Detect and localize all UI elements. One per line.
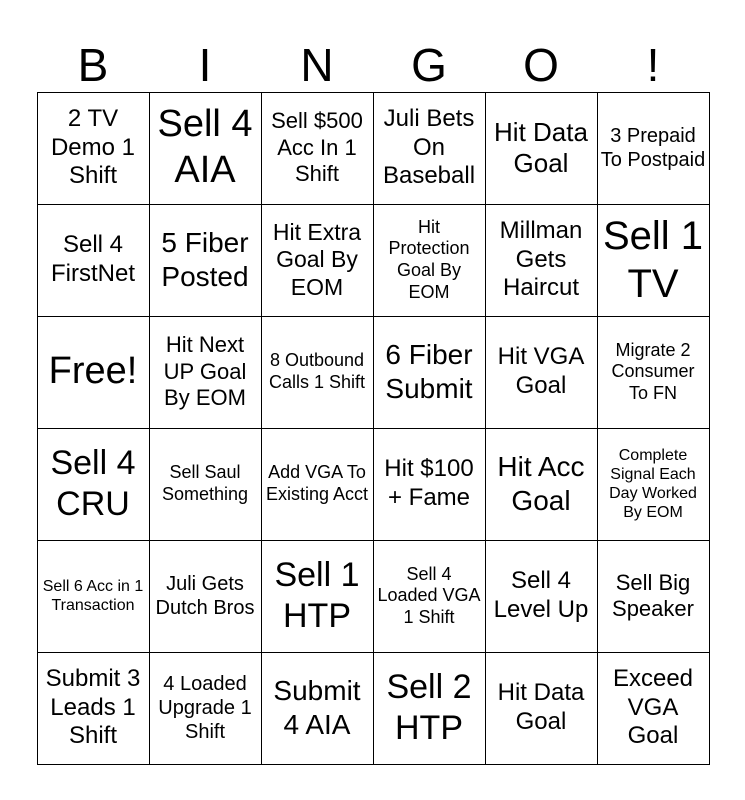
bingo-cell-text: Sell 4 CRU xyxy=(50,444,136,523)
bingo-cell-r3-c1[interactable] xyxy=(37,316,150,429)
bingo-cell-text: Add VGA To Existing Acct xyxy=(265,462,369,504)
bingo-cell-r3-c5[interactable] xyxy=(485,316,598,429)
bingo-cell-r4-c6[interactable] xyxy=(597,428,710,541)
bingo-cell-r1-c6[interactable] xyxy=(597,92,710,205)
bingo-cell-text: Free! xyxy=(48,350,138,393)
bingo-cell-r6-c2[interactable] xyxy=(149,652,262,765)
bingo-cell-r4-c1[interactable] xyxy=(37,428,150,541)
bingo-cell-r6-c5[interactable] xyxy=(485,652,598,765)
bingo-cell-r5-c2[interactable] xyxy=(149,540,262,653)
bingo-cell-r2-c1[interactable] xyxy=(37,204,150,317)
bingo-cell-r3-c3[interactable] xyxy=(261,316,374,429)
bingo-cell-r4-c5[interactable] xyxy=(485,428,598,541)
header-letter-n: N xyxy=(300,39,334,91)
header-letter-o: O xyxy=(523,39,559,91)
bingo-cell-r3-c2[interactable] xyxy=(149,316,262,429)
bingo-cell-r4-c4[interactable] xyxy=(373,428,486,541)
bingo-cell-r6-c1[interactable] xyxy=(37,652,150,765)
bingo-cell-text: Sell Saul Something xyxy=(161,462,249,504)
bingo-cell-text: Hit Data Goal xyxy=(494,116,588,178)
bingo-cell-r5-c4[interactable] xyxy=(373,540,486,653)
header-letter-i: I xyxy=(198,39,212,91)
bingo-cell-text: Hit Next UP Goal By EOM xyxy=(163,332,247,411)
bingo-cell-r6-c4[interactable] xyxy=(373,652,486,765)
bingo-cell-r5-c3[interactable] xyxy=(261,540,374,653)
bingo-cell-r2-c5[interactable] xyxy=(485,204,598,317)
bingo-grid xyxy=(37,92,709,764)
bingo-cell-text: Millman Gets Haircut xyxy=(499,216,583,302)
bingo-cell-text: Migrate 2 Consumer To FN xyxy=(611,339,695,403)
bingo-cell-text: Sell 4 AIA xyxy=(157,103,253,191)
bingo-cell-r5-c1[interactable] xyxy=(37,540,150,653)
bingo-cell-text: 5 Fiber Posted xyxy=(161,227,249,292)
bingo-cell-r6-c6[interactable] xyxy=(597,652,710,765)
bingo-cell-r1-c3[interactable] xyxy=(261,92,374,205)
header-letter-b: B xyxy=(77,39,109,91)
bingo-cell-r6-c3[interactable] xyxy=(261,652,374,765)
bingo-cell-r1-c1[interactable] xyxy=(37,92,150,205)
bingo-cell-r1-c5[interactable] xyxy=(485,92,598,205)
bingo-cell-text: Sell 6 Acc in 1 Transaction xyxy=(42,577,144,614)
bingo-cell-text: 4 Loaded Upgrade 1 Shift xyxy=(158,673,252,743)
bingo-cell-text: 2 TV Demo 1 Shift xyxy=(50,104,136,190)
bingo-cell-r1-c2[interactable] xyxy=(149,92,262,205)
bingo-cell-r4-c2[interactable] xyxy=(149,428,262,541)
bingo-cell-text: Submit 3 Leads 1 Shift xyxy=(45,664,141,750)
bingo-cell-r5-c5[interactable] xyxy=(485,540,598,653)
bingo-cell-text: Hit Acc Goal xyxy=(497,451,585,516)
bingo-cell-text: Hit Protection Goal By EOM xyxy=(388,216,470,302)
bingo-cell-text: Hit Data Goal xyxy=(497,679,585,735)
bingo-cell-text: Exceed VGA Goal xyxy=(612,664,694,750)
bingo-cell-text: Complete Signal Each Day Worked By EOM xyxy=(609,446,697,522)
bingo-cell-text: Hit Extra Goal By EOM xyxy=(272,218,362,300)
bingo-cell-r5-c6[interactable] xyxy=(597,540,710,653)
bingo-cell-r4-c3[interactable] xyxy=(261,428,374,541)
bingo-cell-r3-c6[interactable] xyxy=(597,316,710,429)
bingo-cell-text: Submit 4 AIA xyxy=(273,675,361,740)
bingo-cell-r3-c4[interactable] xyxy=(373,316,486,429)
bingo-cell-text: Sell 2 HTP xyxy=(386,668,472,747)
bingo-cell-text: Hit VGA Goal xyxy=(497,343,585,399)
bingo-cell-r2-c4[interactable] xyxy=(373,204,486,317)
bingo-cell-r2-c2[interactable] xyxy=(149,204,262,317)
bingo-cell-text: Sell 1 HTP xyxy=(274,556,360,635)
bingo-header xyxy=(37,38,709,92)
bingo-cell-text: Juli Gets Dutch Bros xyxy=(155,573,255,619)
bingo-cell-text: 6 Fiber Submit xyxy=(385,339,473,404)
bingo-cell-text: 3 Prepaid To Postpaid xyxy=(600,125,706,171)
bingo-cell-text: Sell 4 FirstNet xyxy=(51,231,135,287)
bingo-cell-text: 8 Outbound Calls 1 Shift xyxy=(268,350,366,392)
header-letter-g: G xyxy=(411,39,447,91)
bingo-cell-text: Hit $100 + Fame xyxy=(384,455,474,511)
bingo-cell-text: Sell 1 TV xyxy=(602,214,704,306)
bingo-cell-r2-c3[interactable] xyxy=(261,204,374,317)
bingo-cell-r2-c6[interactable] xyxy=(597,204,710,317)
header-letter-exclamation: ! xyxy=(646,39,660,91)
bingo-cell-text: Sell Big Speaker xyxy=(612,569,694,621)
bingo-cell-r1-c4[interactable] xyxy=(373,92,486,205)
bingo-cell-text: Sell 4 Level Up xyxy=(493,567,589,623)
bingo-cell-text: Sell 4 Loaded VGA 1 Shift xyxy=(377,563,481,627)
bingo-cell-text: Juli Bets On Baseball xyxy=(382,104,476,190)
bingo-cell-text: Sell $500 Acc In 1 Shift xyxy=(271,108,363,187)
